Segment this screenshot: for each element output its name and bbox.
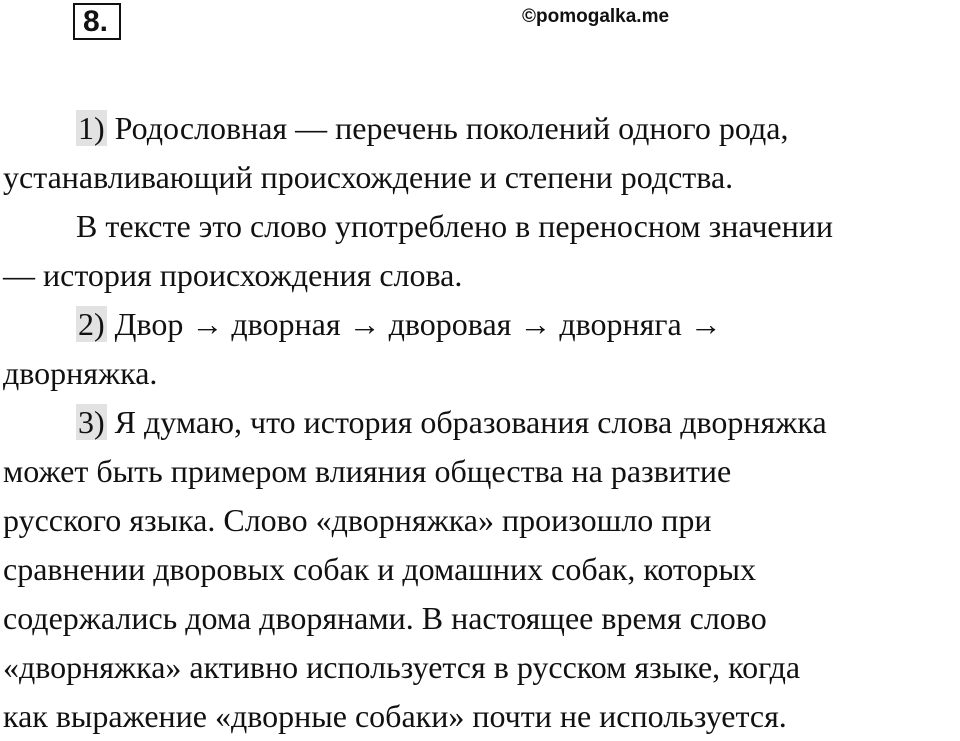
text-line: В тексте это слово употреблено в переносном значении xyxy=(76,208,833,244)
paragraph-3 xyxy=(3,300,958,398)
item-marker: 1) xyxy=(78,110,105,146)
text-line: сравнении дворовых собак и домашних собак, которых xyxy=(3,551,756,587)
text-line: дворняжка. xyxy=(3,355,158,391)
text-line: «дворняжка» активно используется в русском языке, когда xyxy=(3,649,801,685)
item-marker: 2) xyxy=(78,306,105,342)
text-line: Двор → дворная → дворовая → дворняга → xyxy=(106,306,722,342)
answer-text xyxy=(3,104,958,741)
watermark: ©pomogalka.me xyxy=(522,6,670,27)
paragraph-1 xyxy=(3,104,958,202)
text-line: устанавливающий происхождение и степени родства. xyxy=(3,159,734,195)
paragraph-4 xyxy=(3,398,958,741)
text-line: Я думаю, что история образования слова дворняжка xyxy=(106,404,827,440)
text-line: как выражение «дворные собаки» почти не используется. xyxy=(3,698,787,734)
item-marker: 3) xyxy=(78,404,105,440)
task-number: 8. xyxy=(73,3,121,40)
text-line: может быть примером влияния общества на развитие xyxy=(3,453,732,489)
text-line: Родословная — перечень поколений одного рода, xyxy=(106,110,789,146)
text-line: — история происхождения слова. xyxy=(3,257,463,293)
paragraph-2 xyxy=(3,202,958,300)
text-line: русского языка. Слово «дворняжка» произошло при xyxy=(3,502,712,538)
text-line: содержались дома дворянами. В настоящее время слово xyxy=(3,600,767,636)
